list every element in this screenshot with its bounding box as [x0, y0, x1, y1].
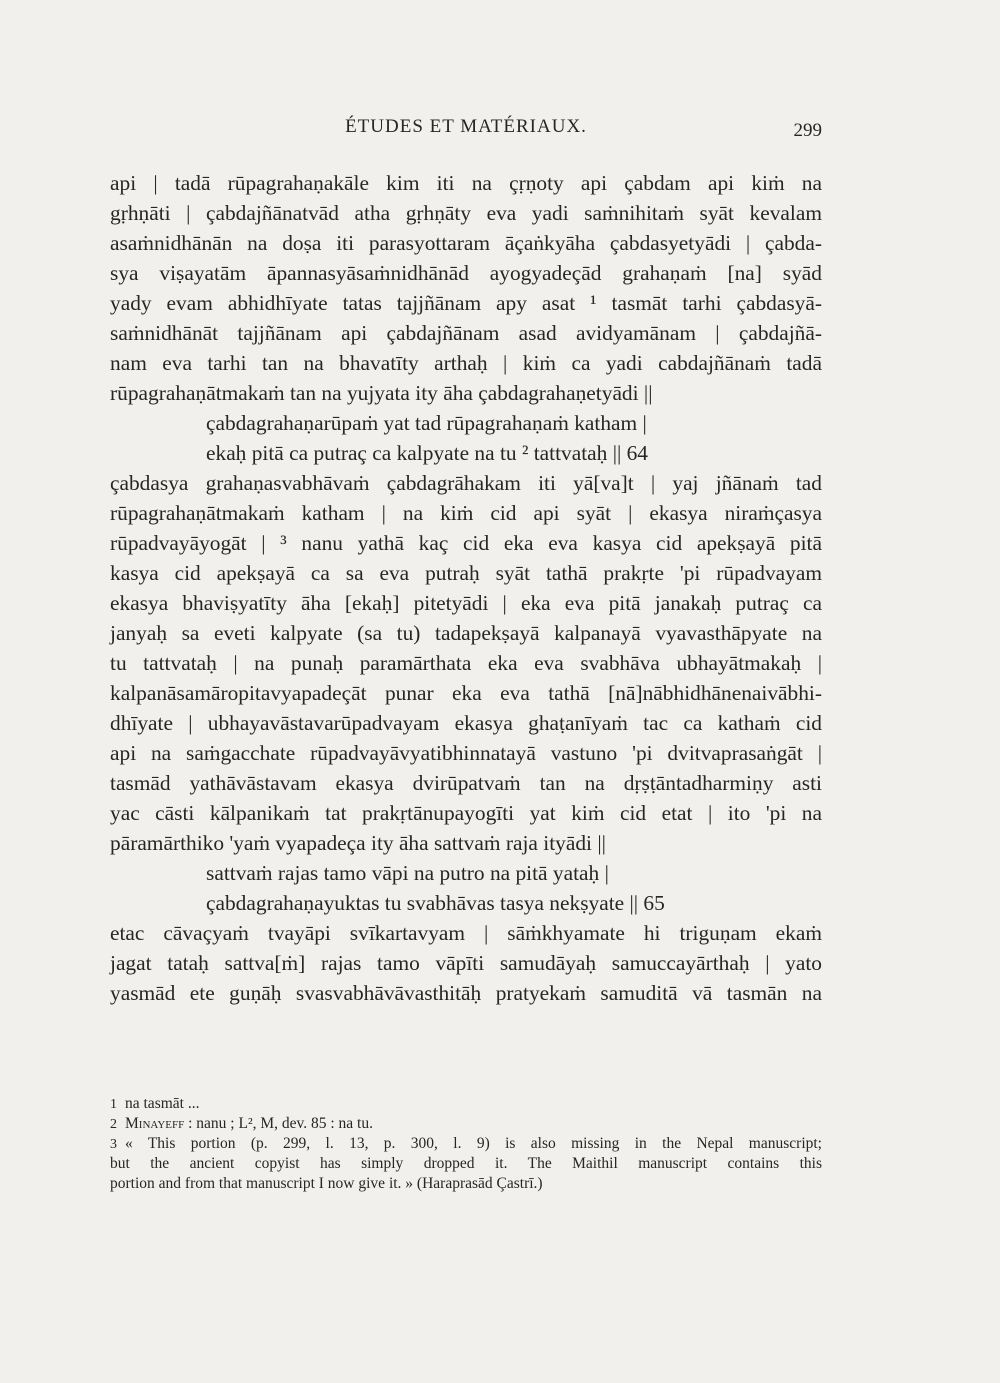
footnote-1: [110, 1094, 822, 1114]
text-line: sya viṣayatām āpannasyāsaṁnidhānād ayogyadeçād grahaṇaṁ [na] syād: [110, 261, 822, 285]
text-line: pāramārthiko 'yaṁ vyapadeça ity āha sattvaṁ raja ityādi ||: [110, 831, 606, 855]
text-line: yady evam abhidhīyate tatas tajjñānam apy asat ¹ tasmāt tarhi çabdasyā-: [110, 291, 822, 315]
page-number: 299: [793, 120, 822, 141]
text-line: api | tadā rūpagrahaṇakāle kim iti na çṛṇoty api çabdam api kiṁ na: [110, 171, 822, 195]
text-line: kasya cid apekṣayā ca sa eva putraḥ syāt tathā prakṛte 'pi rūpadvayam: [110, 561, 822, 585]
footnote-3-continued: but the ancient copyist has simply dropped it. The Maithil manuscript contains this: [110, 1155, 822, 1172]
text-line: yac cāsti kālpanikaṁ tat prakṛtānupayogīti yat kiṁ cid etat | ito 'pi na: [110, 801, 822, 825]
footnote-text: na tasmāt ...: [125, 1095, 200, 1112]
footnote-marker: 1: [110, 1097, 117, 1112]
footnote-3: [110, 1134, 822, 1154]
text-line: kalpanāsamāropitavyapadeçāt punar eka eva tathā [nā]nābhidhānenaivābhi-: [110, 681, 822, 705]
footnote-3-continued: portion and from that manuscript I now give it. » (Haraprasād Çastrī.): [110, 1175, 543, 1192]
footnotes: [110, 1094, 822, 1194]
text-line: yasmād ete guṇāḥ svasvabhāvāvasthitāḥ pratyekaṁ samuditā vā tasmān na: [110, 981, 822, 1005]
text-line: rūpagrahaṇātmakaṁ katham | na kiṁ cid api syāt | ekasya niraṁçasya: [110, 501, 822, 525]
footnote-text: : nanu ; L², M, dev. 85 : na tu.: [188, 1115, 373, 1132]
verse-line: çabdagrahaṇarūpaṁ yat tad rūpagrahaṇaṁ katham |: [206, 411, 647, 435]
text-line: gṛhṇāti | çabdajñānatvād atha gṛhṇāty eva yadi saṁnihitaṁ syāt kevalam: [110, 201, 822, 225]
verse-line: ekaḥ pitā ca putraç ca kalpyate na tu ² tattvataḥ || 64: [206, 441, 648, 465]
text-line: jagat tataḥ sattva[ṁ] rajas tamo vāpīti samudāyaḥ samuccayārthaḥ | yato: [110, 951, 822, 975]
text-line: çabdasya grahaṇasvabhāvaṁ çabdagrāhakam iti yā[va]t | yaj jñānaṁ tad: [110, 471, 822, 495]
footnote-text: « This portion (p. 299, l. 13, p. 300, l. 9) is also missing in the Nepal manuscript;: [125, 1135, 822, 1152]
text-line: ekasya bhaviṣyatīty āha [ekaḥ] pitetyādi | eka eva pitā janakaḥ putraç ca: [110, 591, 822, 615]
text-line: etac cāvaçyaṁ tvayāpi svīkartavyam | sāṁkhyamate hi triguṇam ekaṁ: [110, 921, 822, 945]
page-header: [110, 112, 822, 144]
footnote-author: Minayeff: [125, 1115, 185, 1132]
footnote-marker: 3: [110, 1137, 117, 1152]
text-line: tasmād yathāvāstavam ekasya dvirūpatvaṁ tan na dṛṣṭāntadharmiṇy asti: [110, 771, 822, 795]
footnote-2: [110, 1114, 822, 1134]
text-line: api na saṁgacchate rūpadvayāvyatibhinnatayā vastuno 'pi dvitvaprasaṅgāt |: [110, 741, 822, 765]
text-line: tu tattvataḥ | na punaḥ paramārthata eka eva svabhāva ubhayātmakaḥ |: [110, 651, 822, 675]
text-line: rūpadvayāyogāt | ³ nanu yathā kaç cid eka eva kasya cid apekṣayā pitā: [110, 531, 822, 555]
text-line: rūpagrahaṇātmakaṁ tan na yujyata ity āha çabdagrahaṇetyādi ||: [110, 381, 653, 405]
text-line: nam eva tarhi tan na bhavatīty arthaḥ | kiṁ ca yadi cabdajñānaṁ tadā: [110, 351, 822, 375]
verse-line: sattvaṁ rajas tamo vāpi na putro na pitā yataḥ |: [206, 861, 609, 885]
text-line: dhīyate | ubhayavāstavarūpadvayam ekasya ghaṭanīyaṁ tac ca kathaṁ cid: [110, 711, 822, 735]
running-title: ÉTUDES ET MATÉRIAUX.: [345, 116, 587, 137]
footnote-marker: 2: [110, 1117, 117, 1132]
body-text: [110, 168, 822, 1008]
text-line: asaṁnidhānān na doṣa iti parasyottaram āçaṅkyāha çabdasyetyādi | çabda-: [110, 231, 822, 255]
verse-line: çabdagrahaṇayuktas tu svabhāvas tasya nekṣyate || 65: [206, 891, 665, 915]
text-line: saṁnidhānāt tajjñānam api çabdajñānam asad avidyamānam | çabdajñā-: [110, 321, 822, 345]
text-line: janyaḥ sa eveti kalpyate (sa tu) tadapekṣayā kalpanayā vyavasthāpyate na: [110, 621, 822, 645]
